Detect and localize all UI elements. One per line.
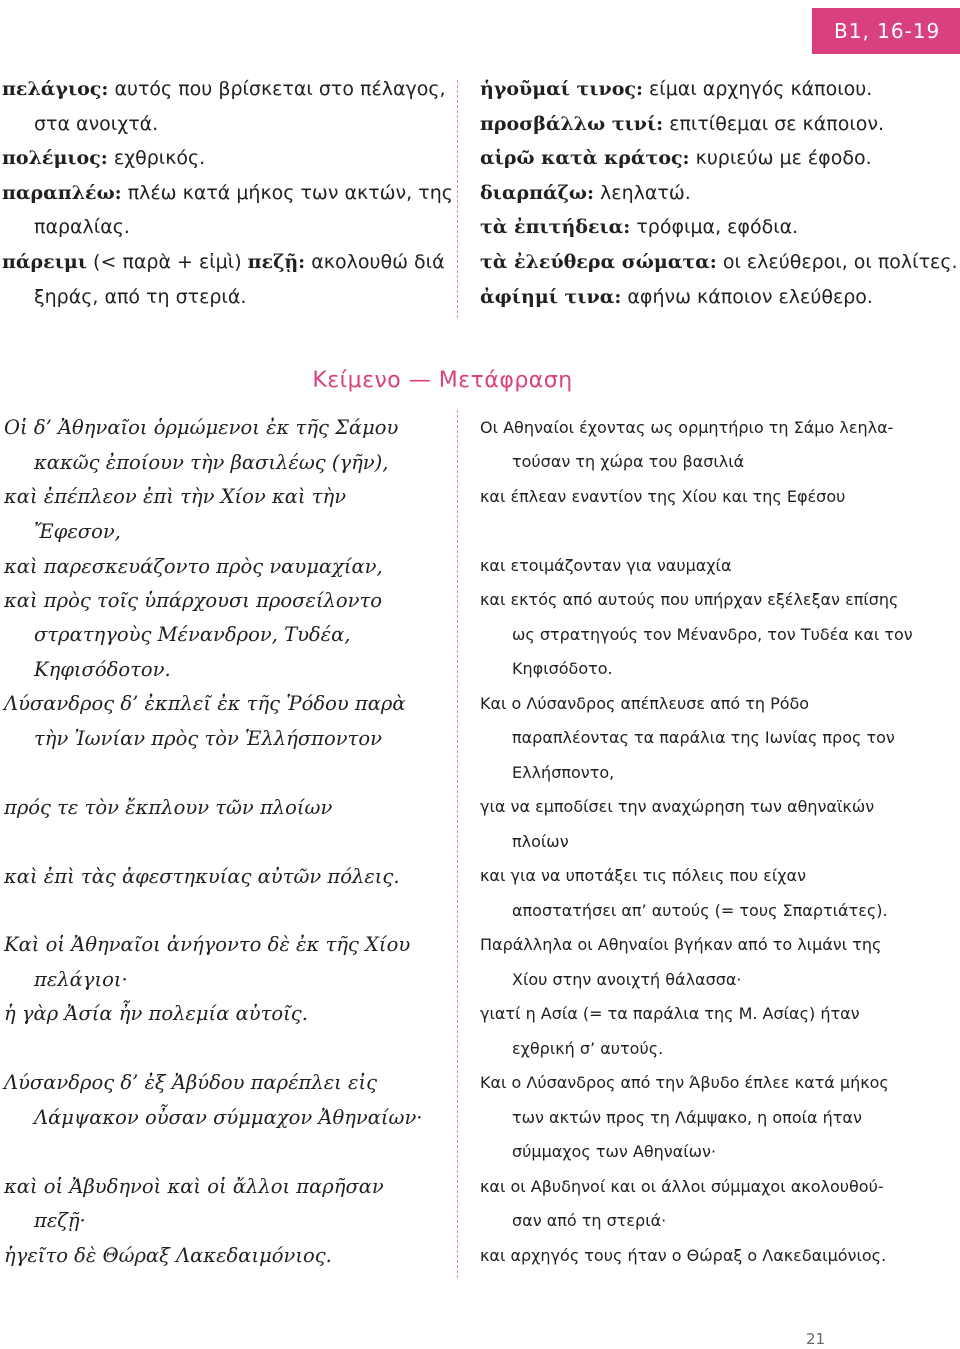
translation-line: Κηφισόδοτο. xyxy=(512,659,613,678)
ancient-line: Καὶ οἱ Ἀθηναῖοι ἀνήγοντο δὲ ἐκ τῆς Χίου xyxy=(4,933,411,956)
ancient-line: τὴν Ἰωνίαν πρὸς τὸν Ἑλλήσποντον xyxy=(34,727,382,750)
column-divider xyxy=(457,410,458,1278)
glossary-term: πεζῇ: xyxy=(247,250,306,273)
section-badge: B1, 16-19 xyxy=(812,8,960,54)
glossary-entry xyxy=(480,210,950,245)
glossary-definition: αυτός που βρίσκεται στο πέλαγος, xyxy=(108,78,446,100)
glossary-left xyxy=(2,72,453,314)
ancient-line: πεζῇ· xyxy=(34,1209,86,1232)
translation-line: γιατί η Ασία (= τα παράλια της Μ. Ασίας) ήταν xyxy=(480,1004,860,1023)
ancient-line: πελάγιοι· xyxy=(34,968,128,991)
glossary-term: ἡγοῦμαί τινος: xyxy=(480,78,643,100)
translation-line: πλοίων xyxy=(512,832,569,851)
ancient-line: Λύσανδρος δ’ ἐξ Ἀβύδου παρέπλει εἰς xyxy=(4,1071,378,1094)
translation-line: τούσαν τη χώρα του βασιλιά xyxy=(512,452,745,471)
glossary-entry-continued xyxy=(2,210,442,245)
glossary-entry-continued xyxy=(2,107,442,142)
translation-line: σαν από τη στεριά· xyxy=(512,1211,667,1230)
translation-line: για να εμποδίσει την αναχώρηση των αθηναϊκών xyxy=(480,797,875,816)
ancient-line: ἡγεῖτο δὲ Θώραξ Λακεδαιμόνιος. xyxy=(4,1244,332,1267)
glossary-term: πελάγιος: xyxy=(2,78,109,100)
ancient-line: πρός τε τὸν ἔκπλουν τῶν πλοίων xyxy=(4,796,333,819)
ancient-line: Κηφισόδοτον. xyxy=(34,658,171,681)
ancient-line: Λύσανδρος δ’ ἐκπλεῖ ἐκ τῆς Ῥόδου παρὰ xyxy=(4,692,406,715)
glossary-entry-continued xyxy=(2,280,442,315)
glossary-definition: τρόφιμα, εφόδια. xyxy=(630,216,799,239)
glossary-definition: πλέω κατά μήκος των ακτών, της xyxy=(121,181,453,204)
translation-line: αποστατήσει απ’ αυτούς (= τους Σπαρτιάτες). xyxy=(512,901,888,920)
glossary-entry xyxy=(2,72,446,107)
ancient-line: καὶ ἐπὶ τὰς ἀφεστηκυίας αὐτῶν πόλεις. xyxy=(4,865,400,888)
translation-line: Ελλήσποντο, xyxy=(512,763,615,782)
glossary-term: τὰ ἐπιτήδεια: xyxy=(480,216,631,239)
translation-line: και για να υποτάξει τις πόλεις που είχαν xyxy=(480,866,806,885)
glossary-right xyxy=(480,72,958,314)
glossary-entry xyxy=(480,141,950,176)
glossary-definition: στα ανοιχτά. xyxy=(34,112,159,135)
translation-line: Και ο Λύσανδρος απέπλευσε από τη Ρόδο xyxy=(480,694,810,713)
ancient-line: καὶ πρὸς τοῖς ὑπάρχουσι προσείλοντο xyxy=(4,589,383,612)
glossary-entry xyxy=(480,245,958,280)
ancient-line: καὶ οἱ Ἀβυδηνοὶ καὶ οἱ ἄλλοι παρῆσαν xyxy=(4,1175,384,1198)
ancient-line: Οἱ δ’ Ἀθηναῖοι ὁρμώμενοι ἐκ τῆς Σάμου xyxy=(4,416,399,439)
translation-line: των ακτών προς τη Λάμψακο, η οποία ήταν xyxy=(512,1108,862,1127)
glossary-entry xyxy=(2,176,453,211)
glossary-definition: εχθρικός. xyxy=(107,147,206,170)
glossary-definition: κυριεύω με έφοδο. xyxy=(689,147,872,170)
glossary-term: διαρπάζω: xyxy=(480,181,595,204)
glossary-term: αἱρῶ κατὰ κράτος: xyxy=(480,147,690,170)
translation-line: και οι Αβυδηνοί και οι άλλοι σύμμαχοι ακολουθού- xyxy=(480,1177,884,1196)
translation-line: Και ο Λύσανδρος από την Άβυδο έπλεε κατά μήκος xyxy=(480,1073,889,1092)
translation-line: και αρχηγός τους ήταν ο Θώραξ ο Λακεδαιμόνιος. xyxy=(480,1246,887,1265)
glossary-definition: οι ελεύθεροι, οι πολίτες. xyxy=(716,250,958,273)
translation-line: παραπλέοντας τα παράλια της Ιωνίας προς τον xyxy=(512,728,895,747)
glossary-term: προσβάλλω τινί: xyxy=(480,112,664,135)
ancient-line: στρατηγοὺς Μένανδρον, Τυδέα, xyxy=(34,623,351,646)
glossary-entry xyxy=(2,245,445,280)
ancient-line: κακῶς ἐποίουν τὴν βασιλέως (γῆν), xyxy=(34,451,389,474)
page-number: 21 xyxy=(806,1330,826,1348)
translation-line: Οι Αθηναίοι έχοντας ως ορμητήριο τη Σάμο λεηλα- xyxy=(480,418,894,437)
glossary-entry xyxy=(480,107,950,142)
translation-line: και έπλεαν εναντίον της Χίου και της Εφέσου xyxy=(480,487,846,506)
glossary-term: τὰ ἐλεύθερα σώματα: xyxy=(480,250,717,273)
translation-line: σύμμαχος των Αθηναίων· xyxy=(512,1142,717,1161)
glossary-term: πολέμιος: xyxy=(2,147,108,170)
translation-line: ως στρατηγούς τον Μένανδρο, τον Τυδέα και τον xyxy=(512,625,913,644)
glossary-entry xyxy=(2,141,442,176)
glossary-definition: παραλίας. xyxy=(34,216,130,239)
glossary-term: παραπλέω: xyxy=(2,181,122,204)
glossary-definition: ακολουθώ διά xyxy=(305,250,445,273)
ancient-line: Λάμψακον οὖσαν σύμμαχον Ἀθηναίων· xyxy=(34,1106,423,1129)
glossary-entry xyxy=(480,280,950,315)
glossary-term: ἀφίημί τινα: xyxy=(480,285,622,308)
glossary-entry xyxy=(480,176,950,211)
translation-line: και ετοιμάζονταν για ναυμαχία xyxy=(480,556,732,575)
glossary-definition: αφήνω κάποιον ελεύθερο. xyxy=(621,285,873,308)
ancient-line: ἡ γὰρ Ἀσία ἦν πολεμία αὐτοῖς. xyxy=(4,1002,308,1025)
translation-line: Χίου στην ανοιχτή θάλασσα· xyxy=(512,970,742,989)
translation-line: και εκτός από αυτούς που υπήρχαν εξέλεξαν επίσης xyxy=(480,590,899,609)
glossary-definition: επιτίθεμαι σε κάποιον. xyxy=(663,112,885,135)
translation-line: εχθρική σ’ αυτούς. xyxy=(512,1039,664,1058)
glossary-definition: είμαι αρχηγός κάποιου. xyxy=(642,78,873,100)
ancient-line: καὶ ἐπέπλεον ἐπὶ τὴν Χίον καὶ τὴν xyxy=(4,485,347,508)
glossary-definition: (< παρὰ + εἰμὶ) xyxy=(87,250,248,273)
glossary-divider xyxy=(457,80,458,318)
ancient-line: Ἔφεσον, xyxy=(34,520,121,543)
ancient-line: καὶ παρεσκευάζοντο πρὸς ναυμαχίαν, xyxy=(4,555,383,578)
glossary-term: πάρειμι xyxy=(2,250,88,273)
glossary-definition: λεηλατώ. xyxy=(594,181,691,204)
glossary-definition: ξηράς, από τη στεριά. xyxy=(34,285,247,308)
section-title: Κείμενο — Μετάφραση xyxy=(312,368,573,393)
translation-line: Παράλληλα οι Αθηναίοι βγήκαν από το λιμάνι της xyxy=(480,935,882,954)
glossary-entry xyxy=(480,72,950,107)
